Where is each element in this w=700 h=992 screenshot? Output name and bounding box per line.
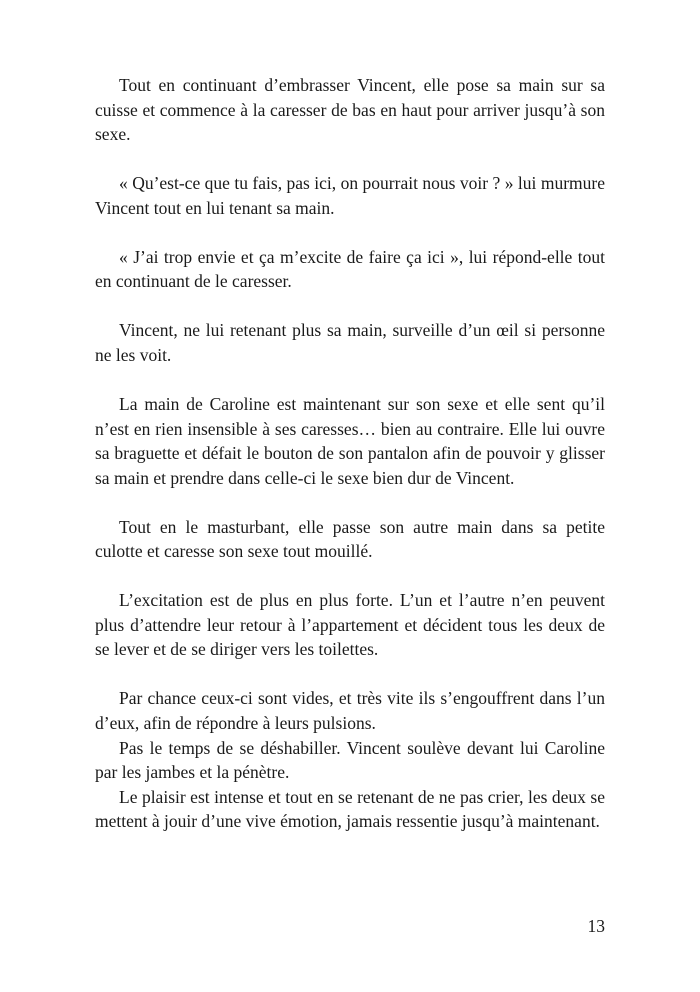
paragraph-4: Vincent, ne lui retenant plus sa main, surveille d’un œil si personne ne les voit.	[95, 320, 605, 365]
paragraph-9: Pas le temps de se déshabiller. Vincent soulève devant lui Caroline par les jambes et la pénètre.	[95, 737, 605, 783]
paragraph-1: Tout en continuant d’embrasser Vincent, elle pose sa main sur sa cuisse et commence à la caresser de bas en haut pour arriver jusqu’à son sexe.	[95, 75, 605, 145]
paragraph-2: « Qu’est-ce que tu fais, pas ici, on pourrait nous voir ? » lui murmure Vincent tout en lui tenant sa main.	[95, 173, 605, 218]
paragraph-10: Le plaisir est intense et tout en se retenant de ne pas crier, les deux se mettent à jouir d’une vive émotion, jamais ressentie jusqu’à maintenant.	[95, 786, 605, 832]
paragraph-6: Tout en le masturbant, elle passe son autre main dans sa petite culotte et caresse son sexe tout mouillé.	[95, 516, 605, 562]
paragraph-3: « J’ai trop envie et ça m’excite de faire ça ici », lui répond-elle tout en continuant de le caresser.	[95, 246, 605, 292]
page-number: 13	[587, 916, 605, 936]
paragraph-7: L’excitation est de plus en plus forte. L’un et l’autre n’en peuvent plus d’attendre leur retour à l’appartement et décident tous les deux de se lever et de se diriger vers les toilettes.	[95, 590, 605, 660]
paragraph-5: La main de Caroline est maintenant sur son sexe et elle sent qu’il n’est en rien insensible à ses caresses… bien au contraire. Elle lui ouvre sa braguette et défait le bouton de son pantalon afin de pouvoir y glisser sa main et prendre dans celle-ci le sexe bien dur de Vincent.	[95, 393, 605, 488]
page-text-body	[95, 73, 605, 834]
paragraph-8: Par chance ceux-ci sont vides, et très vite ils s’engouffrent dans l’un d’eux, afin de répondre à leurs pulsions.	[95, 688, 605, 734]
